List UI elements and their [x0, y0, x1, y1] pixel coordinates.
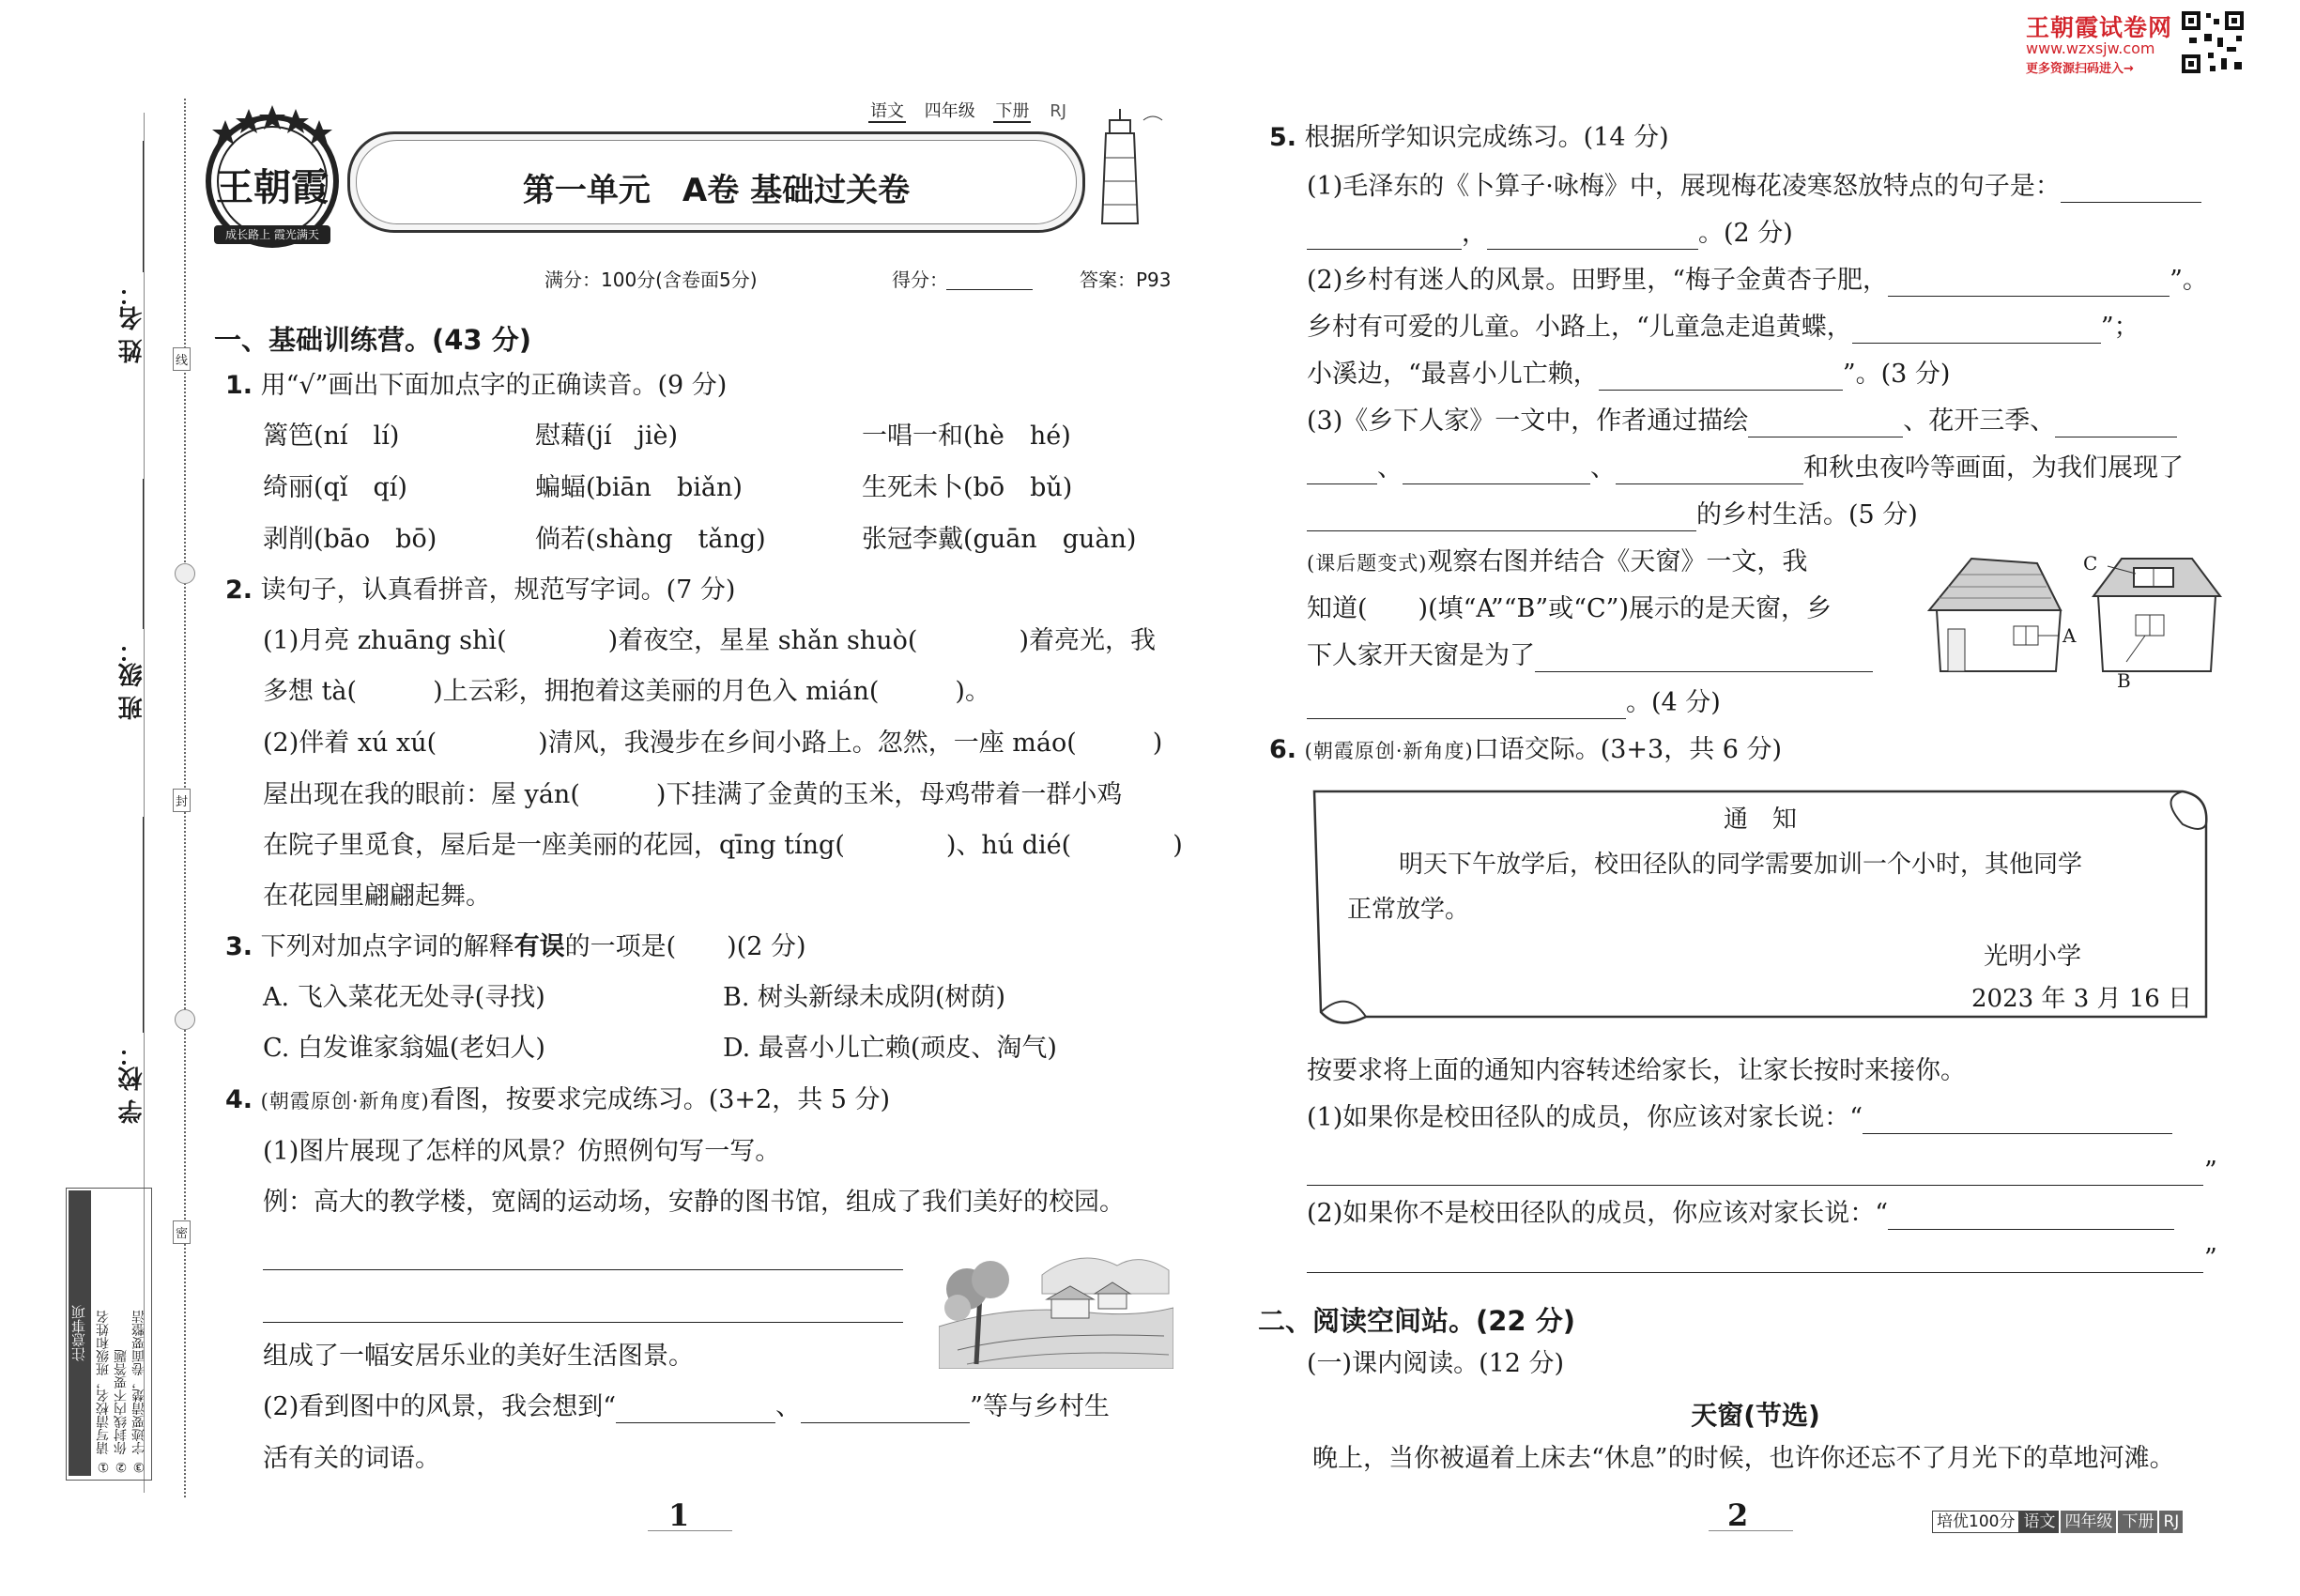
q6-blank[interactable] — [1863, 1109, 2172, 1134]
brand-site-name: 王朝霞试卷网 — [2026, 14, 2173, 41]
name-label: 姓 名： — [118, 282, 146, 364]
q5-blank[interactable] — [1748, 412, 1903, 437]
name-field[interactable] — [143, 141, 144, 272]
notice-date: 2023 年 3 月 16 日 — [1971, 985, 2193, 1013]
notice-title: 通 知 — [1723, 806, 1797, 834]
q5-p2a: (2)乡村有迷人的风景。田野里，“梅子金黄杏子肥， ”。 — [1307, 266, 2208, 295]
q5-blank[interactable] — [1852, 318, 2101, 344]
q4-tail: 组成了一幅安居乐业的美好生活图景。 — [263, 1342, 694, 1371]
q5-p3b: 、 、 和秋虫夜吟等画面，为我们展现了 — [1307, 453, 2184, 484]
q1-item[interactable]: 蝙蝠(biān biǎn) — [535, 473, 743, 502]
q4-stem: 4. (朝霞原创·新角度)看图，按要求完成练习。(3+2，共 5 分) — [225, 1085, 891, 1114]
score-info: 满分：100分(含卷面5分) — [544, 269, 758, 291]
q5-p2b: 乡村有可爱的儿童。小路上，“儿童急走追黄蝶， ”； — [1307, 313, 2139, 342]
q3-option-a[interactable]: A. 飞入菜花无处寻(寻找) — [263, 983, 545, 1012]
q5-p4c: 下人家开天窗是为了 — [1307, 640, 1873, 672]
qr-code-icon[interactable] — [2180, 9, 2246, 75]
q5-blank[interactable] — [1487, 224, 1698, 250]
section-2-subtitle: (一)课内阅读。(12 分) — [1307, 1349, 1565, 1378]
notice-body: 正常放学。 — [1347, 896, 1470, 924]
q3-stem: 3. 下列对加点字词的解释有误的一项是( )(2 分) — [225, 932, 806, 961]
q1-item[interactable]: 慰藉(jí jiè) — [535, 422, 679, 451]
q4-example: 例：高大的教学楼，宽阔的运动场，安静的图书馆，组成了我们美好的校园。 — [263, 1188, 1125, 1217]
q1-item[interactable]: 一唱一和(hè hé) — [862, 422, 1071, 451]
q5-blank[interactable] — [1307, 224, 1462, 250]
q5-p3c: 的乡村生活。(5 分) — [1307, 499, 1918, 531]
score-field[interactable] — [946, 289, 1033, 290]
q6-stem: 6. (朝霞原创·新角度)口语交际。(3+3，共 6 分) — [1269, 735, 1783, 764]
logo-badge — [197, 101, 347, 252]
score-label: 得分： — [892, 269, 948, 291]
school-field[interactable] — [143, 817, 144, 1033]
brand-site-hint: 更多资源扫码进入→ — [2026, 62, 2134, 76]
q5-blank[interactable] — [1307, 459, 1377, 484]
cut-mark-feng: 封 — [173, 789, 191, 812]
q5-blank[interactable] — [1307, 506, 1696, 531]
q2-line: 在花园里翩翩起舞。 — [263, 882, 491, 911]
page-number: 1 — [668, 1497, 690, 1533]
q1-stem: 1. 用“√”画出下面加点字的正确读音。(9 分) — [225, 371, 728, 400]
subject-tags: 语文 四年级 下册 RJ — [870, 101, 1067, 121]
q2-line[interactable]: 在院子里觅食，屋后是一座美丽的花园，qīng tíng( )、hú dié( ) — [263, 831, 1183, 860]
figure-label-a: A — [2062, 624, 2077, 647]
q3-option-d[interactable]: D. 最喜小儿亡赖(顽皮、淘气) — [723, 1034, 1057, 1063]
brand-site-url[interactable]: www.wzxsjw.com — [2026, 39, 2155, 57]
q1-item[interactable]: 张冠李戴(guān guàn) — [862, 525, 1137, 554]
notice-item: ① 请写清校名，班级和姓名 — [96, 1310, 111, 1474]
close-quote: ” — [2204, 1244, 2217, 1273]
lighthouse-icon — [1078, 101, 1168, 233]
logo-ribbon: 成长路上 霞光满天 — [225, 228, 319, 241]
close-quote: ” — [2204, 1157, 2217, 1186]
q4-sub1: (1)图片展现了怎样的风景？仿照例句写一写。 — [263, 1137, 781, 1166]
q2-line[interactable]: (1)月亮 zhuāng shì( )着夜空，星星 shǎn shuò( )着亮光，我 — [263, 626, 1156, 655]
q1-item[interactable]: 倘若(shàng tǎng) — [535, 525, 766, 554]
q4-sub2-tail: 活有关的词语。 — [263, 1444, 440, 1473]
q4-sub2: (2)看到图中的风景，我会想到“ 、 ”等与乡村生 — [263, 1392, 1110, 1421]
q4-answer-line[interactable] — [263, 1322, 903, 1323]
q6-s2: (2)如果你不是校田径队的成员，你应该对家长说：“ — [1307, 1198, 2174, 1230]
notice-paper — [1310, 787, 2211, 1033]
q5-p4b[interactable]: 知道( )(填“A”“B”或“C”)展示的是天窗，乡 — [1307, 594, 1832, 623]
reading-title: 天窗(节选) — [1691, 1400, 1820, 1431]
q5-p1b: ， 。(2 分) — [1307, 218, 1793, 250]
notice-body: 明天下午放学后，校田径队的同学需要加训一个小时，其他同学 — [1399, 851, 2083, 879]
q5-p1a: (1)毛泽东的《卜算子·咏梅》中，展现梅花凌寒怒放特点的句子是： — [1307, 171, 2201, 203]
q4-answer-line[interactable] — [263, 1269, 903, 1270]
q5-blank[interactable] — [2055, 412, 2177, 437]
figure-label-c: C — [2083, 552, 2098, 575]
notice-item: ② 你封线内不要答题 — [114, 1349, 129, 1474]
q5-blank[interactable] — [1888, 271, 2170, 297]
q3-option-c[interactable]: C. 白发谁家翁媪(老妇人) — [263, 1034, 545, 1063]
section-1-title: 一、基础训练营。(43 分) — [214, 324, 531, 356]
q2-line[interactable]: 多想 tà( )上云彩，拥抱着这美丽的月色入 mián( )。 — [263, 677, 990, 706]
page-num-ornament — [1709, 1530, 1793, 1531]
notice-box-title: 注意事项 — [69, 1190, 91, 1476]
q4-blank[interactable] — [616, 1398, 775, 1423]
cut-mark-xian: 线 — [173, 347, 191, 371]
q5-p4a: (课后题变式)观察右图并结合《天窗》一文，我 — [1307, 547, 1808, 576]
q5-blank[interactable] — [2061, 177, 2201, 203]
class-label: 班 级： — [118, 638, 146, 721]
school-label: 学 校： — [118, 1042, 146, 1125]
q5-stem: 5. 根据所学知识完成练习。(14 分) — [1269, 123, 1669, 152]
notice-box — [66, 1188, 152, 1481]
notice-item: ③ 字迹要清楚，卷面要整洁 — [131, 1310, 146, 1474]
cut-mark-mi: 密 — [173, 1220, 191, 1244]
figure-label-b: B — [2117, 669, 2131, 692]
class-field[interactable] — [143, 479, 144, 629]
q1-item[interactable]: 绮丽(qǐ qí) — [263, 473, 407, 502]
q6-answer-line[interactable] — [1307, 1272, 2203, 1273]
q5-blank[interactable] — [1599, 365, 1843, 391]
q3-option-b[interactable]: B. 树头新绿未成阴(树荫) — [723, 983, 1006, 1012]
q5-blank[interactable] — [1403, 459, 1590, 484]
q2-line[interactable]: (2)伴着 xú xú( )清风，我漫步在乡间小路上。忽然，一座 máo( ) — [263, 729, 1163, 758]
q6-answer-line[interactable] — [1307, 1185, 2203, 1186]
footer-tags: 培优100分 语文 四年级 下册 RJ — [1932, 1508, 2183, 1531]
q1-item[interactable]: 剥削(bāo bō) — [263, 525, 437, 554]
house-skylight-figure — [1920, 549, 2230, 699]
binding-hole-icon — [175, 563, 195, 584]
q5-p3a: (3)《乡下人家》一文中，作者通过描绘 、花开三季、 — [1307, 406, 2177, 437]
q5-blank[interactable] — [1307, 694, 1626, 719]
binding-hole-icon — [175, 1009, 195, 1030]
q6-s1: (1)如果你是校田径队的成员，你应该对家长说：“ — [1307, 1102, 2172, 1134]
q1-item[interactable]: 篱笆(ní lí) — [263, 422, 400, 451]
q1-item[interactable]: 生死未卜(bō bǔ) — [862, 473, 1073, 502]
q2-stem: 2. 读句子，认真看拼音，规范写字词。(7 分) — [225, 575, 736, 605]
notice-signature: 光明小学 — [1984, 943, 2082, 971]
q6-blank[interactable] — [1888, 1205, 2174, 1230]
q5-p4d: 。(4 分) — [1307, 687, 1721, 719]
village-landscape-image — [939, 1237, 1173, 1369]
q2-line[interactable]: 屋出现在我的眼前：屋 yán( )下挂满了金黄的玉米，母鸡带着一群小鸡 — [263, 780, 1123, 809]
page-title: 第一单元 A卷 基础过关卷 — [522, 172, 911, 209]
q5-blank[interactable] — [1616, 459, 1803, 484]
page-number: 2 — [1727, 1497, 1749, 1533]
q4-blank[interactable] — [801, 1398, 970, 1423]
section-2-title: 二、阅读空间站。(22 分) — [1258, 1305, 1575, 1337]
reading-text: 晚上，当你被逼着上床去“休息”的时候，也许你还忘不了月光下的草地河滩。 — [1312, 1444, 2175, 1473]
title-banner — [347, 131, 1085, 233]
answer-ref: 答案：P93 — [1080, 269, 1172, 291]
q6-instruction: 按要求将上面的通知内容转述给家长，让家长按时来接你。 — [1307, 1056, 1966, 1085]
q5-blank[interactable] — [1535, 647, 1873, 672]
q5-p2c: 小溪边，“最喜小儿亡赖， ”。(3 分) — [1307, 360, 1951, 389]
logo-text: 王朝霞 — [216, 165, 329, 209]
page-num-ornament — [648, 1530, 732, 1531]
